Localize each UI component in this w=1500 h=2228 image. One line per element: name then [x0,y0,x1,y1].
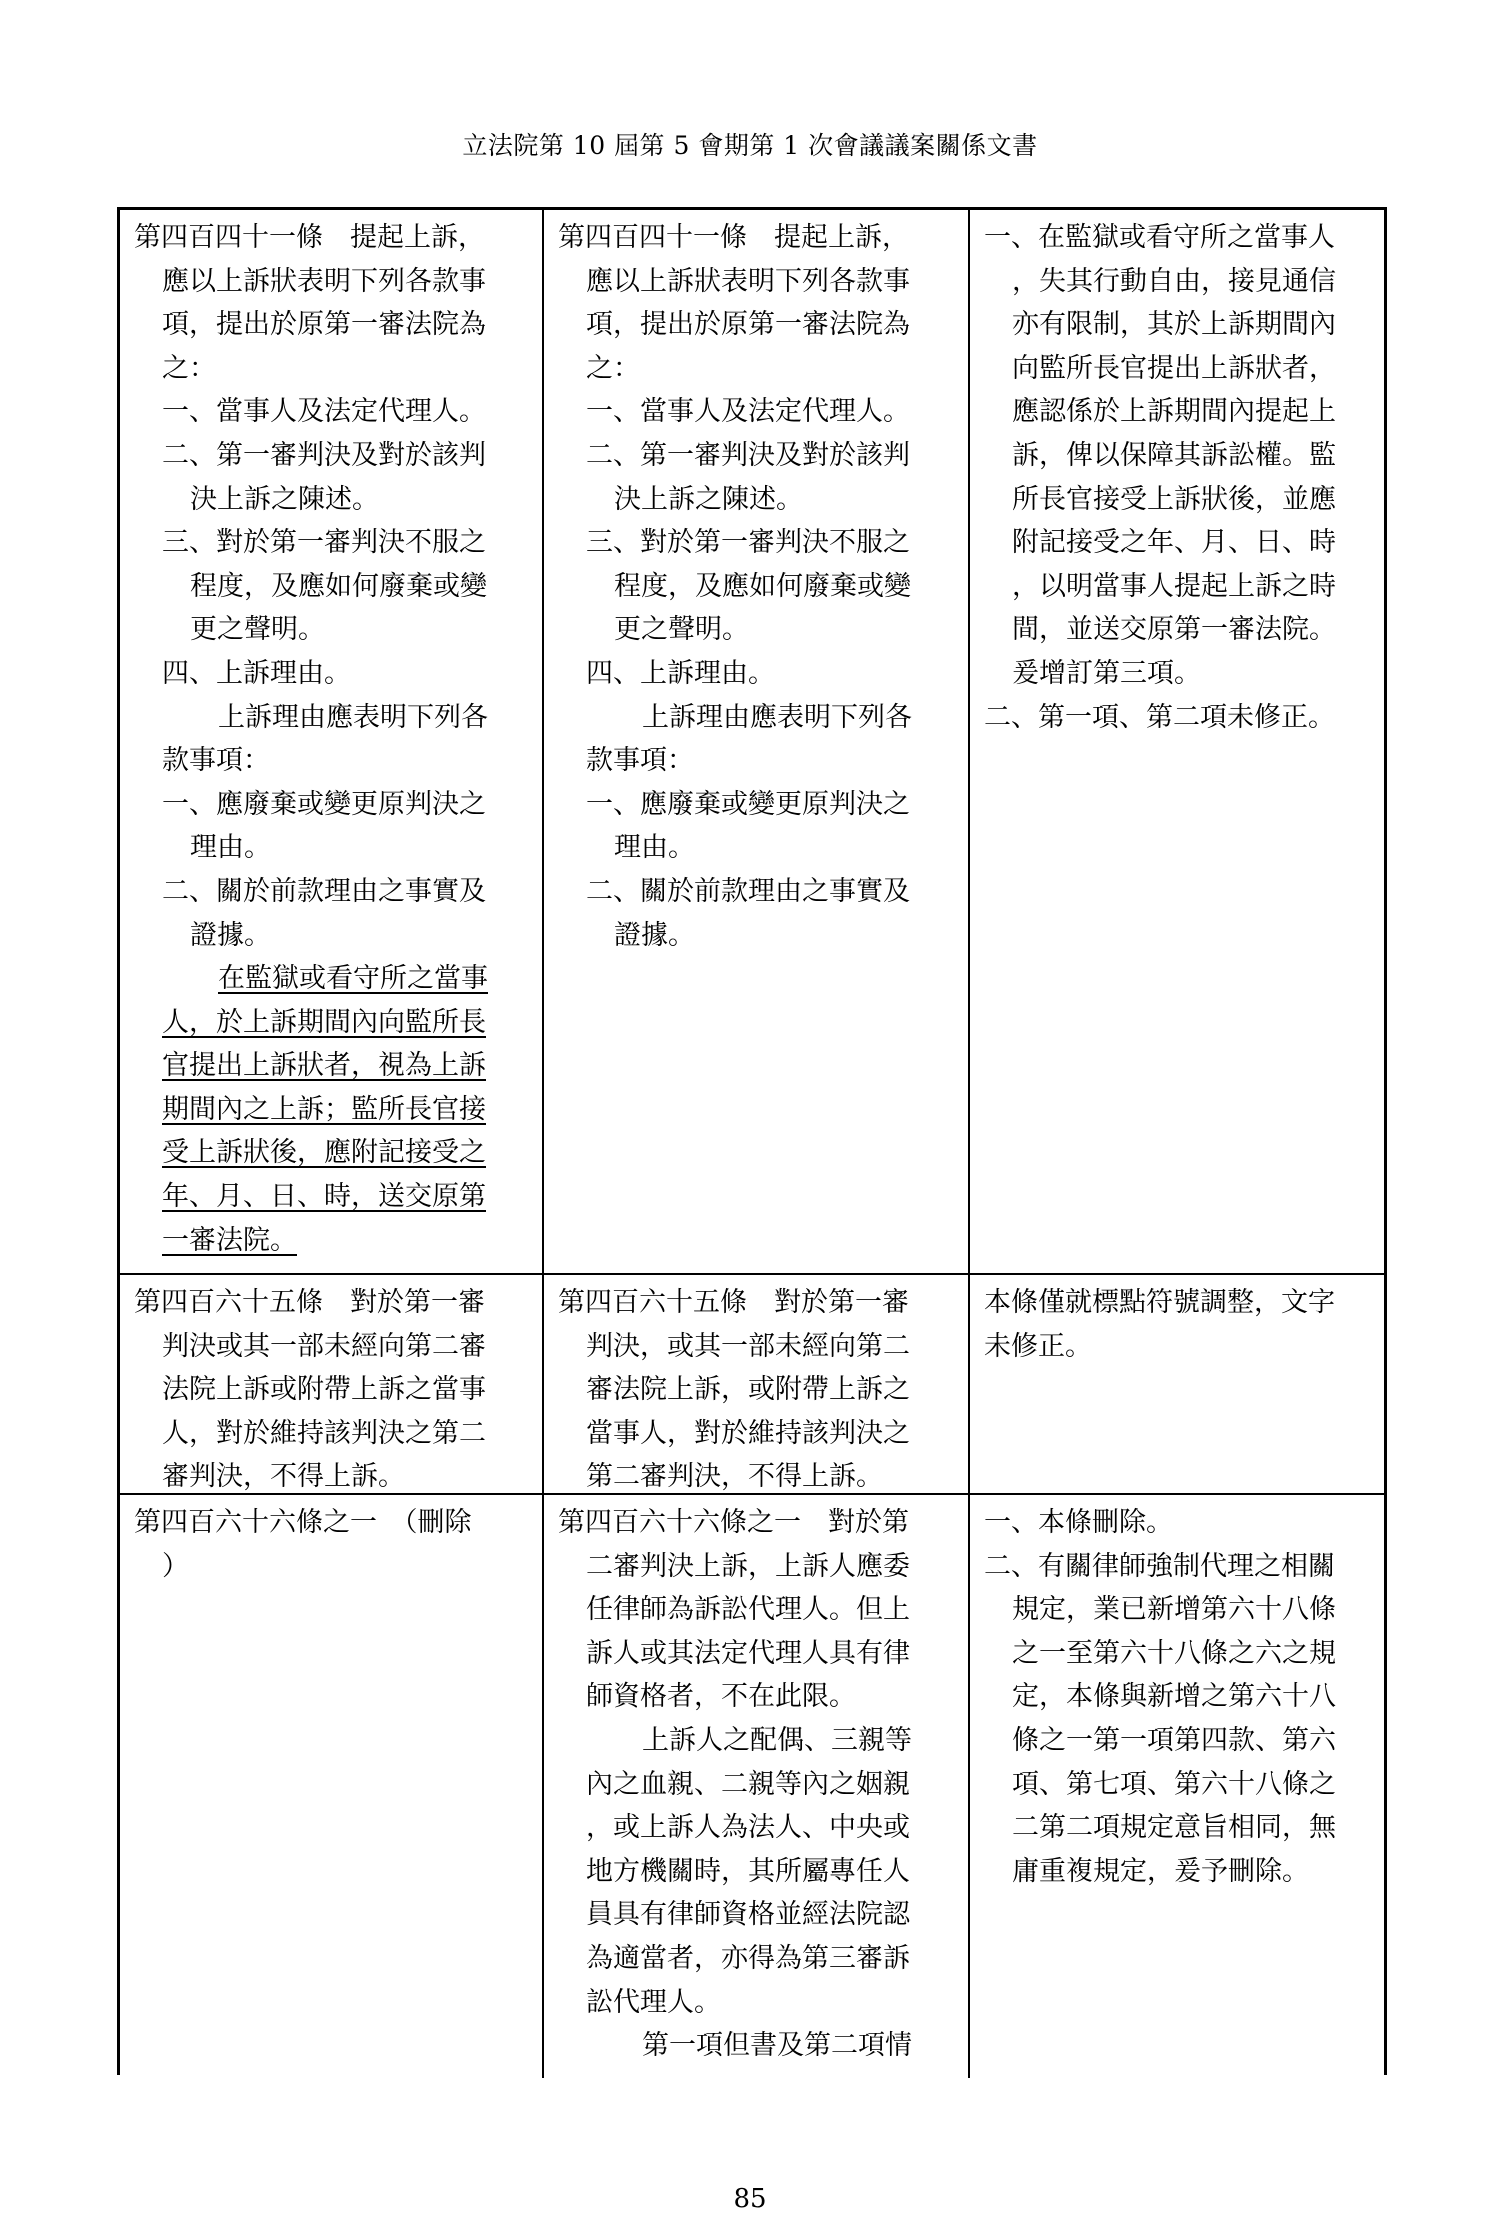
text-line: 員具有律師資格並經法院認 [586,1899,910,1931]
text-line: 訴人或其法定代理人具有律 [586,1637,910,1669]
text-line: 第一項但書及第二項情 [642,2030,912,2062]
text-line: 一、在監獄或看守所之當事人 [984,222,1335,253]
text-line: 款事項： [162,745,270,777]
explanation-cell [970,1275,1384,1493]
text-line: 師資格者，不在此限。 [586,1681,856,1713]
text-line: 項，提出於原第一審法院為 [162,309,486,341]
text-line: 當事人，對於維持該判決之 [586,1417,910,1449]
text-line: 更之聲明。 [190,614,325,646]
text-line: 第四百四十一條 提起上訴， [558,222,909,253]
text-line: 二、第一審判決及對於該判 [586,439,910,471]
table-row-article-466-1 [120,1495,1384,2078]
text-line: 人，對於維持該判決之第二 [162,1417,486,1449]
text-line: 期間內之上訴；監所長官接 [162,1093,486,1125]
text-line: 二、有關律師強制代理之相關 [984,1550,1335,1582]
text-line: 決上訴之陳述。 [190,483,379,515]
text-line: 之一至第六十八條之六之規 [1012,1637,1336,1669]
text-line: 年、月、日、時，送交原第 [162,1181,486,1213]
text-line: 上訴理由應表明下列各 [642,701,912,733]
text-line: 爰增訂第三項。 [1012,657,1201,689]
page-header: 立法院第 10 屆第 5 會期第 1 次會議議案關係文書 [462,131,1038,160]
text-line: 一、當事人及法定代理人。 [586,396,910,428]
current-text-cell [544,210,970,1273]
text-line: 項、第七項、第六十八條之 [1012,1768,1336,1800]
text-line: 四、上訴理由。 [586,657,775,689]
text-line: 三、對於第一審判決不服之 [162,527,486,559]
text-line: 項，提出於原第一審法院為 [586,309,910,341]
text-line: 法院上訴或附帶上訴之當事 [162,1374,486,1406]
text-line: 一、應廢棄或變更原判決之 [162,788,486,820]
text-line: 二、第一項、第二項未修正。 [984,701,1335,733]
text-line: 第四百六十五條 對於第一審 [134,1287,485,1318]
text-line: 之： [586,352,640,384]
text-line: 第四百六十五條 對於第一審 [558,1287,909,1318]
text-line: 任律師為訴訟代理人。但上 [586,1594,910,1626]
text-line: 應認係於上訴期間內提起上 [1012,396,1336,428]
text-line: 二、第一審判決及對於該判 [162,439,486,471]
text-line: 訟代理人。 [586,1986,721,2018]
text-line: 受上訴狀後，應附記接受之 [162,1137,486,1169]
text-line: 判決或其一部未經向第二審 [162,1330,486,1362]
text-line: 理由。 [614,832,695,864]
text-line: 程度，及應如何廢棄或變 [614,570,911,602]
text-line: 定，本條與新增之第六十八 [1012,1681,1336,1713]
text-line: ） [162,1550,189,1582]
text-line: 條之一第一項第四款、第六 [1012,1724,1336,1756]
text-line: 應以上訴狀表明下列各款事 [586,265,910,297]
page-number: 85 [733,2184,767,2214]
text-line: ，失其行動自由，接見通信 [1012,265,1336,297]
text-line: 訴，俾以保障其訴訟權。監 [1012,439,1336,471]
text-line: 二、關於前款理由之事實及 [162,875,486,907]
text-line: 一審法院。 [162,1224,297,1256]
text-line: 在監獄或看守所之當事 [218,963,488,995]
text-line: 地方機關時，其所屬專任人 [586,1855,910,1887]
text-line: 一、本條刪除。 [984,1507,1173,1538]
text-line: 決上訴之陳述。 [614,483,803,515]
text-line: 官提出上訴狀者，視為上訴 [162,1050,486,1082]
text-line: ，或上訴人為法人、中央或 [586,1812,910,1844]
text-line: 庸重複規定，爰予刪除。 [1012,1855,1309,1887]
text-line: 規定，業已新增第六十八條 [1012,1594,1336,1626]
amended-text-cell [120,1275,544,1493]
text-line: 程度，及應如何廢棄或變 [190,570,487,602]
text-line: 向監所長官提出上訴狀者， [1012,352,1336,384]
explanation-cell [970,210,1384,1273]
text-line: 人，於上訴期間內向監所長 [162,1006,486,1038]
text-line: 未修正。 [984,1330,1092,1362]
text-line: 證據。 [614,919,695,951]
current-text-cell [544,1275,970,1493]
amended-text-cell [120,1495,544,2078]
text-line: 本條僅就標點符號調整，文字 [984,1287,1335,1318]
text-line: 為適當者，亦得為第三審訴 [586,1942,910,1974]
current-text-cell [544,1495,970,2078]
text-line: 附記接受之年、月、日、時 [1012,527,1336,559]
text-line: 上訴理由應表明下列各 [218,701,488,733]
text-line: 一、當事人及法定代理人。 [162,396,486,428]
amended-text-cell [120,210,544,1273]
text-line: 更之聲明。 [614,614,749,646]
text-line: 四、上訴理由。 [162,657,351,689]
text-line: 第四百六十六條之一 對於第 [558,1507,909,1538]
text-line: ，以明當事人提起上訴之時 [1012,570,1336,602]
text-line: 亦有限制，其於上訴期間內 [1012,309,1336,341]
text-line: 間，並送交原第一審法院。 [1012,614,1336,646]
text-line: 上訴人之配偶、三親等 [642,1724,912,1756]
text-line: 證據。 [190,919,271,951]
explanation-cell [970,1495,1384,2078]
table-row-article-465 [120,1275,1384,1495]
text-line: 之： [162,352,216,384]
text-line: 所長官接受上訴狀後，並應 [1012,483,1336,515]
text-line: 審法院上訴，或附帶上訴之 [586,1374,910,1406]
text-line: 第二審判決，不得上訴。 [586,1461,883,1493]
text-line: 二、關於前款理由之事實及 [586,875,910,907]
comparison-table [117,207,1387,2075]
text-line: 理由。 [190,832,271,864]
text-line: 第四百六十六條之一 （刪除 [134,1507,472,1538]
text-line: 款事項： [586,745,694,777]
text-line: 一、應廢棄或變更原判決之 [586,788,910,820]
text-line: 審判決，不得上訴。 [162,1461,405,1493]
text-line: 二審判決上訴，上訴人應委 [586,1550,910,1582]
text-line: 判決，或其一部未經向第二 [586,1330,910,1362]
table-row-article-441 [120,210,1384,1275]
text-line: 三、對於第一審判決不服之 [586,527,910,559]
text-line: 應以上訴狀表明下列各款事 [162,265,486,297]
text-line: 第四百四十一條 提起上訴， [134,222,485,253]
text-line: 二第二項規定意旨相同，無 [1012,1812,1336,1844]
text-line: 內之血親、二親等內之姻親 [586,1768,910,1800]
